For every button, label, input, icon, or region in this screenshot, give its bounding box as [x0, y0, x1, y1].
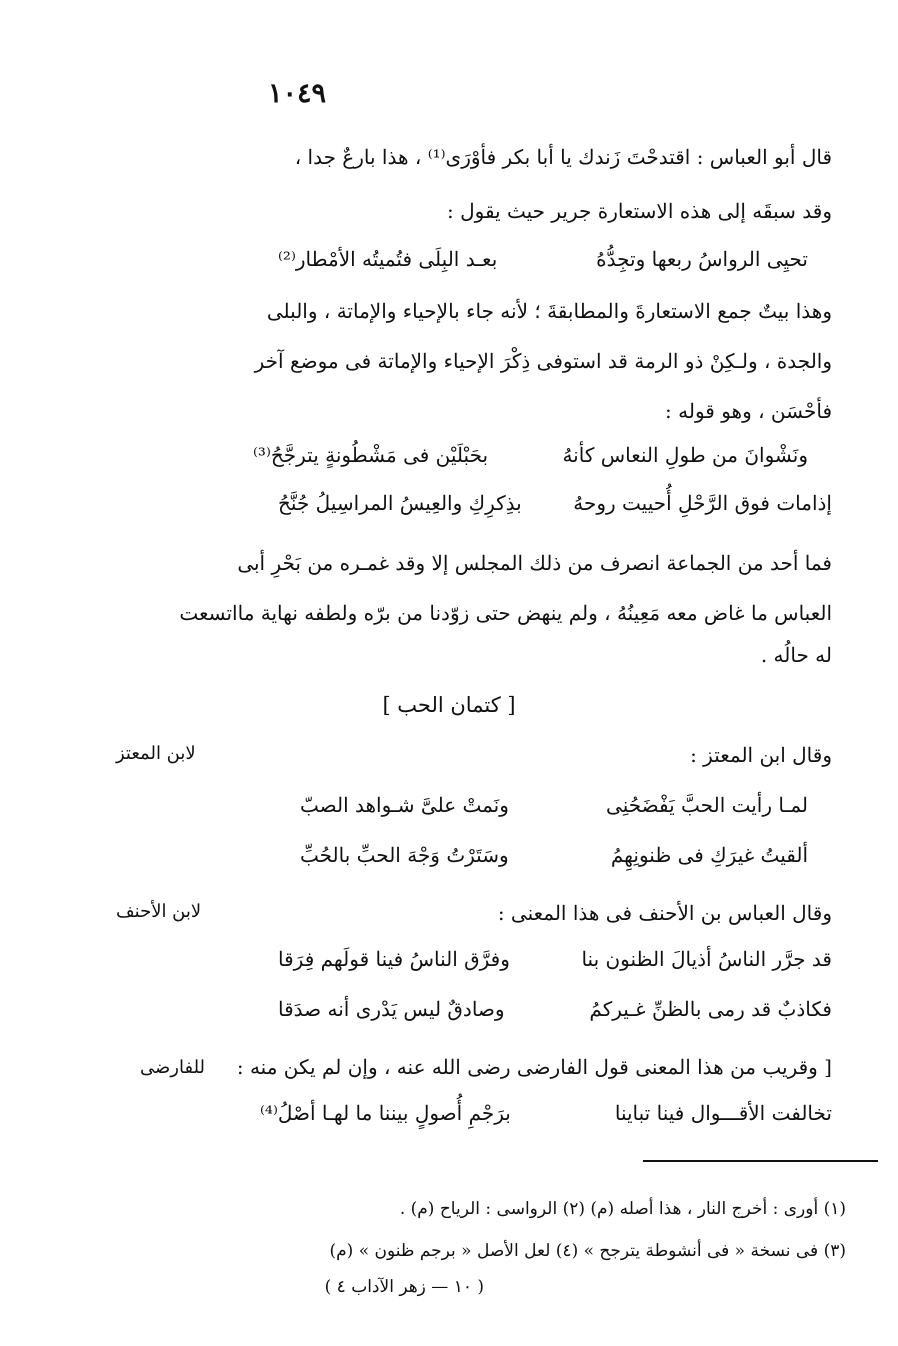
section-1-verse-1-right: لمـا رأيت الحبَّ يَفْضَحُنِى [606, 793, 808, 817]
section-2-verse-2-right: فكاذبٌ قد رمى بالظنِّ غـيركمُ [589, 997, 832, 1021]
verse-1-left-hemistich: بعـد البِلَى فتُميتُه الأمْطار⁽²⁾ [278, 247, 498, 271]
paragraph-2-line-2: والجدة ، ولـكِنْ ذو الرمة قد استوفى ذِكْرَ الإحياء والإماتة فى موضع آخر [254, 349, 832, 373]
verse-1-right-hemistich: تحيِى الرواسُ ربعها وتجِدُّهُ [596, 247, 808, 271]
paragraph-2-line-3: فأحْسَن ، وهو قوله : [665, 399, 832, 423]
section-2-verse-1-left: وفرَّق الناسُ فينا قولَهم فِرَقا [278, 947, 510, 971]
paragraph-3-line-2: العباس ما غاض معه مَعِينُهُ ، ولم ينهض حتى زوّدنا من برّه ولطفه نهاية مااتسعت [179, 601, 832, 625]
attribution-ibn-al-mutazz: لابن المعتز [116, 743, 196, 764]
section-2-verse-2-left: وصادقٌ ليس يَدْرى أنه صدَقا [278, 997, 505, 1021]
footnote-line-2: (٣) فى نسخة « فى أنشوطة يترجح » (٤) لعل الأصل « برجم ظنون » (م) [329, 1241, 846, 1261]
paragraph-1-line-1: قال أبو العباس : اقتدحْتَ زَندك يا أبا بكر فأوْرَى⁽¹⁾ ، هذا بارعٌ جدا ، [294, 145, 832, 169]
section-1-verse-2-right: ألقيتُ غيرَكِ فى ظنونِهِمُ [610, 843, 808, 867]
paragraph-3-line-3: له حالُه . [760, 643, 832, 667]
signature-line: ( ١٠ — زهر الآداب ٤ ) [324, 1277, 484, 1297]
paragraph-3-line-1: فما أحد من الجماعة انصرف من ذلك المجلس إلا وقد غمـره من بَحْرِ أبى [237, 551, 832, 575]
section-3-verse-left: برَجْمِ أُصولٍ بيننا ما لهـا أصْلُ⁽⁴⁾ [260, 1101, 511, 1125]
attribution-ibn-al-ahnaf: لابن الأحنف [116, 901, 202, 922]
section-1-verse-1-left: ونَمتْ علىَّ شـواهد الصبّ [300, 793, 509, 817]
verse-2-line-1-right: ونَشْوانَ من طولِ النعاس كأنهُ [562, 443, 808, 467]
verse-2-line-2-right: إذامات فوق الرَّحْلِ أُحييت روحهُ [573, 491, 832, 515]
section-3-intro: [ وقريب من هذا المعنى قول الفارضى رضى الله عنه ، وإن لم يكن منه : [236, 1055, 832, 1079]
paragraph-2-line-1: وهذا بيتٌ جمع الاستعارةَ والمطابقةَ ؛ لأنه جاء بالإحياء والإماتة ، والبلى [266, 299, 832, 323]
section-2-intro: وقال العباس بن الأحنف فى هذا المعنى : [497, 901, 832, 925]
attribution-al-faridi: للفارضى [140, 1057, 206, 1078]
paragraph-1-line-2: وقد سبقَه إلى هذه الاستعارة جرير حيث يقول : [446, 199, 832, 223]
section-2-verse-1-right: قد جرَّر الناسُ أذيالَ الظنون بنا [581, 947, 832, 971]
verse-2-line-1-left: بحَبْلَيْن فى مَشْطُونةٍ يترجَّحُ⁽³⁾ [253, 443, 489, 467]
section-heading: [ كتمان الحب ] [382, 693, 516, 717]
footnote-line-1: (١) أورى : أخرج النار ، هذا أصله (م) (٢) الرواسى : الرياح (م) . [399, 1199, 846, 1219]
verse-2-line-2-left: بذِكرِكِ والعِيسُ المراسِيلُ جُنَّحُ [278, 491, 522, 515]
section-1-verse-2-left: وسَتَرْتُ وَجْهَ الحبِّ بالحُبِّ [300, 843, 509, 867]
footnote-divider [643, 1160, 878, 1162]
section-1-intro: وقال ابن المعتز : [690, 743, 832, 767]
page-number: ١٠٤٩ [268, 78, 327, 109]
section-3-verse-right: تخالفت الأقـــوال فينا تباينا [614, 1101, 832, 1125]
